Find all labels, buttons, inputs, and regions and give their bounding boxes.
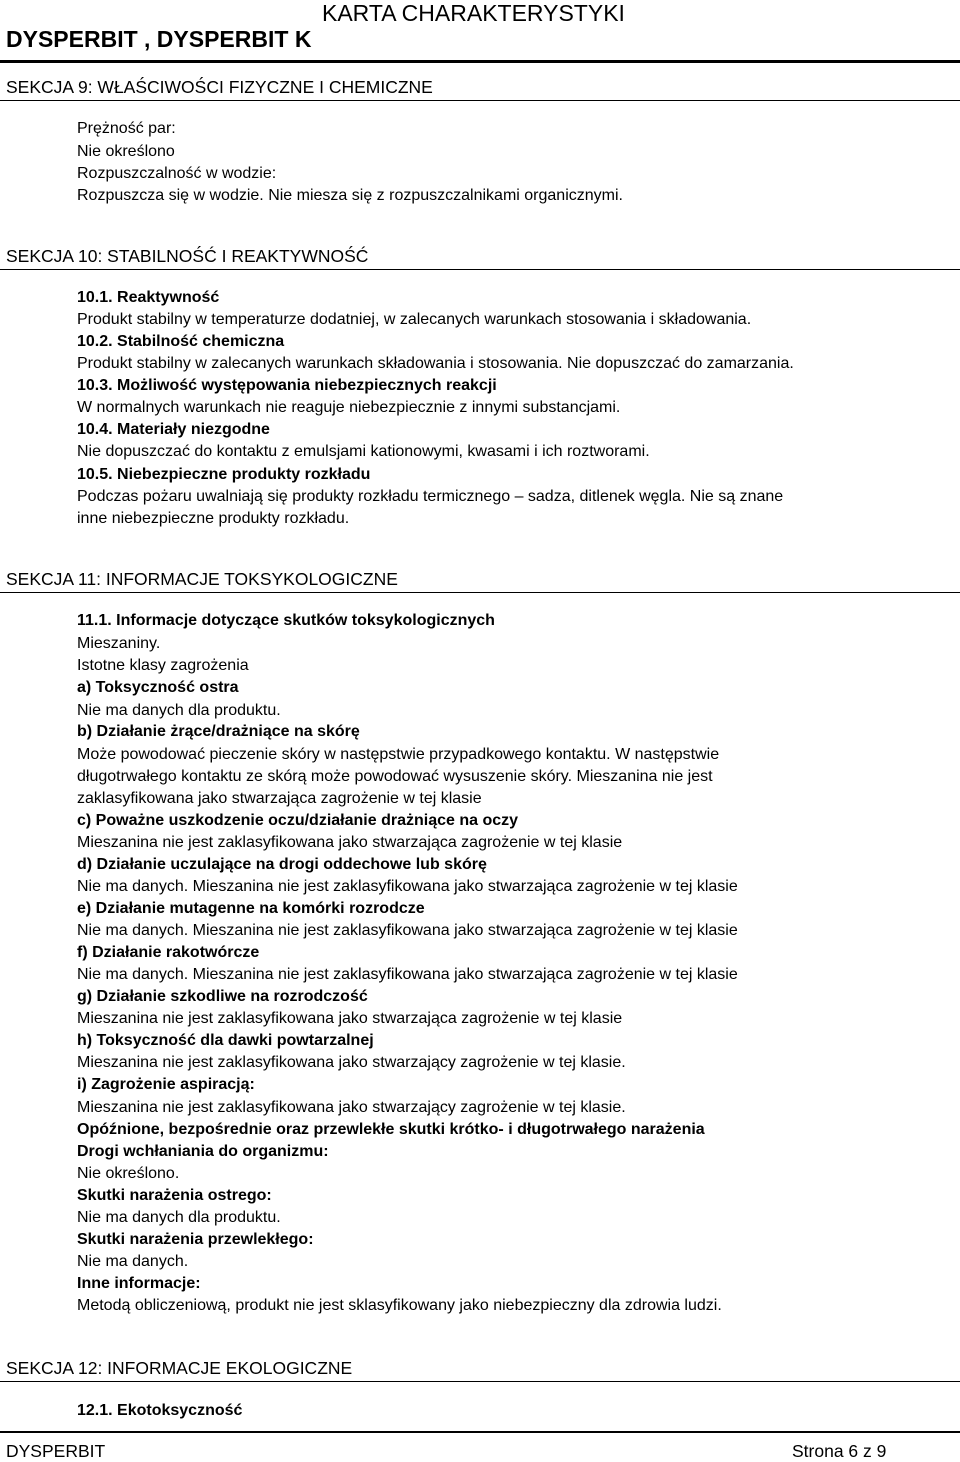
hazard-class-heading: a) Toksyczność ostra (77, 679, 239, 696)
text-line: Metodą obliczeniową, produkt nie jest sklasyfikowany jako niebezpieczny dla zdrowia ludzi. (77, 1297, 722, 1314)
hazard-class-heading: c) Poważne uszkodzenie oczu/działanie drażniące na oczy (77, 812, 519, 829)
text-line: Produkt stabilny w zalecanych warunkach składowania i stosowania. Nie dopuszczać do zamarzania. (77, 355, 794, 372)
text-line: Nie określono (77, 143, 175, 160)
text-line: inne niebezpieczne produkty rozkładu. (77, 510, 350, 527)
text-line: W normalnych warunkach nie reaguje niebezpiecznie z innymi substancjami. (77, 399, 621, 416)
section-10-rule (0, 269, 960, 270)
text-line: Może powodować pieczenie skóry w następstwie przypadkowego kontaktu. W następstwie (77, 746, 720, 763)
text-line: Rozpuszczalność w wodzie: (77, 165, 277, 182)
section-9-rule (0, 100, 960, 101)
text-line: Mieszanina nie jest zaklasyfikowana jako stwarzający zagrożenie w tej klasie. (77, 1099, 626, 1116)
hazard-class-heading: d) Działanie uczulające na drogi oddechowe lub skórę (77, 856, 487, 873)
subsection-heading: 10.4. Materiały niezgodne (77, 421, 270, 438)
product-name: DYSPERBIT , DYSPERBIT K (6, 26, 312, 52)
delayed-effects-heading: Opóźnione, bezpośrednie oraz przewlekłe skutki krótko- i długotrwałego narażenia (77, 1121, 705, 1138)
footer-rule (0, 1431, 960, 1433)
other-info-heading: Inne informacje: (77, 1275, 201, 1292)
text-line: Produkt stabilny w temperaturze dodatniej, w zalecanych warunkach stosowania i składowania. (77, 311, 752, 328)
hazard-class-heading: e) Działanie mutagenne na komórki rozrodcze (77, 900, 425, 917)
text-line: Podczas pożaru uwalniają się produkty rozkładu termicznego – sadza, ditlenek węgla. Nie są znane (77, 488, 784, 505)
subsection-heading: 10.2. Stabilność chemiczna (77, 333, 285, 350)
text-line: Mieszaniny. (77, 635, 161, 652)
hazard-class-heading: i) Zagrożenie aspiracją: (77, 1076, 255, 1093)
section-10-title: SEKCJA 10: STABILNOŚĆ I REAKTYWNOŚĆ (6, 246, 369, 266)
text-line: Mieszanina nie jest zaklasyfikowana jako stwarzający zagrożenie w tej klasie. (77, 1054, 626, 1071)
header-rule (0, 60, 960, 63)
text-line: Mieszanina nie jest zaklasyfikowana jako stwarzająca zagrożenie w tej klasie (77, 834, 623, 851)
subsection-heading: 10.3. Możliwość występowania niebezpiecznych reakcji (77, 377, 497, 394)
page-number: Strona 6 z 9 (792, 1441, 887, 1461)
section-12-rule (0, 1381, 960, 1382)
text-line: Nie ma danych. Mieszanina nie jest zaklasyfikowana jako stwarzająca zagrożenie w tej klasie (77, 922, 738, 939)
subsection-heading: 10.5. Niebezpieczne produkty rozkładu (77, 466, 371, 483)
hazard-class-heading: g) Działanie szkodliwe na rozrodczość (77, 988, 368, 1005)
text-line: Mieszanina nie jest zaklasyfikowana jako stwarzająca zagrożenie w tej klasie (77, 1010, 623, 1027)
text-line: długotrwałego kontaktu ze skórą może powodować wysuszenie skóry. Mieszanina nie jest (77, 768, 713, 785)
text-line: Istotne klasy zagrożenia (77, 657, 249, 674)
acute-effects-heading: Skutki narażenia ostrego: (77, 1187, 272, 1204)
chronic-effects-heading: Skutki narażenia przewlekłego: (77, 1231, 314, 1248)
text-line: Nie ma danych. Mieszanina nie jest zaklasyfikowana jako stwarzająca zagrożenie w tej klasie (77, 966, 738, 983)
routes-heading: Drogi wchłaniania do organizmu: (77, 1143, 329, 1160)
subsection-heading: 10.1. Reaktywność (77, 289, 220, 306)
text-line: Nie ma danych dla produktu. (77, 702, 281, 719)
hazard-class-heading: b) Działanie żrące/drażniące na skórę (77, 723, 360, 740)
text-line: Nie ma danych dla produktu. (77, 1209, 281, 1226)
text-line: zaklasyfikowana jako stwarzająca zagrożenie w tej klasie (77, 790, 482, 807)
text-line: Nie ma danych. Mieszanina nie jest zaklasyfikowana jako stwarzająca zagrożenie w tej klasie (77, 878, 738, 895)
section-9-title: SEKCJA 9: WŁAŚCIWOŚCI FIZYCZNE I CHEMICZNE (6, 77, 433, 97)
hazard-class-heading: f) Działanie rakotwórcze (77, 944, 260, 961)
subsection-heading: 12.1. Ekotoksyczność (77, 1402, 243, 1419)
text-line: Nie dopuszczać do kontaktu z emulsjami kationowymi, kwasami i ich roztworami. (77, 443, 650, 460)
section-11-rule (0, 592, 960, 593)
footer-product: DYSPERBIT (6, 1441, 106, 1461)
text-line: Prężność par: (77, 120, 176, 137)
hazard-class-heading: h) Toksyczność dla dawki powtarzalnej (77, 1032, 374, 1049)
document-title: KARTA CHARAKTERYSTYKI (322, 0, 625, 26)
section-11-title: SEKCJA 11: INFORMACJE TOKSYKOLOGICZNE (6, 569, 398, 589)
text-line: Rozpuszcza się w wodzie. Nie miesza się z rozpuszczalnikami organicznymi. (77, 187, 623, 204)
subsection-heading: 11.1. Informacje dotyczące skutków toksykologicznych (77, 612, 495, 629)
section-12-title: SEKCJA 12: INFORMACJE EKOLOGICZNE (6, 1358, 353, 1378)
text-line: Nie ma danych. (77, 1253, 189, 1270)
text-line: Nie określono. (77, 1165, 180, 1182)
